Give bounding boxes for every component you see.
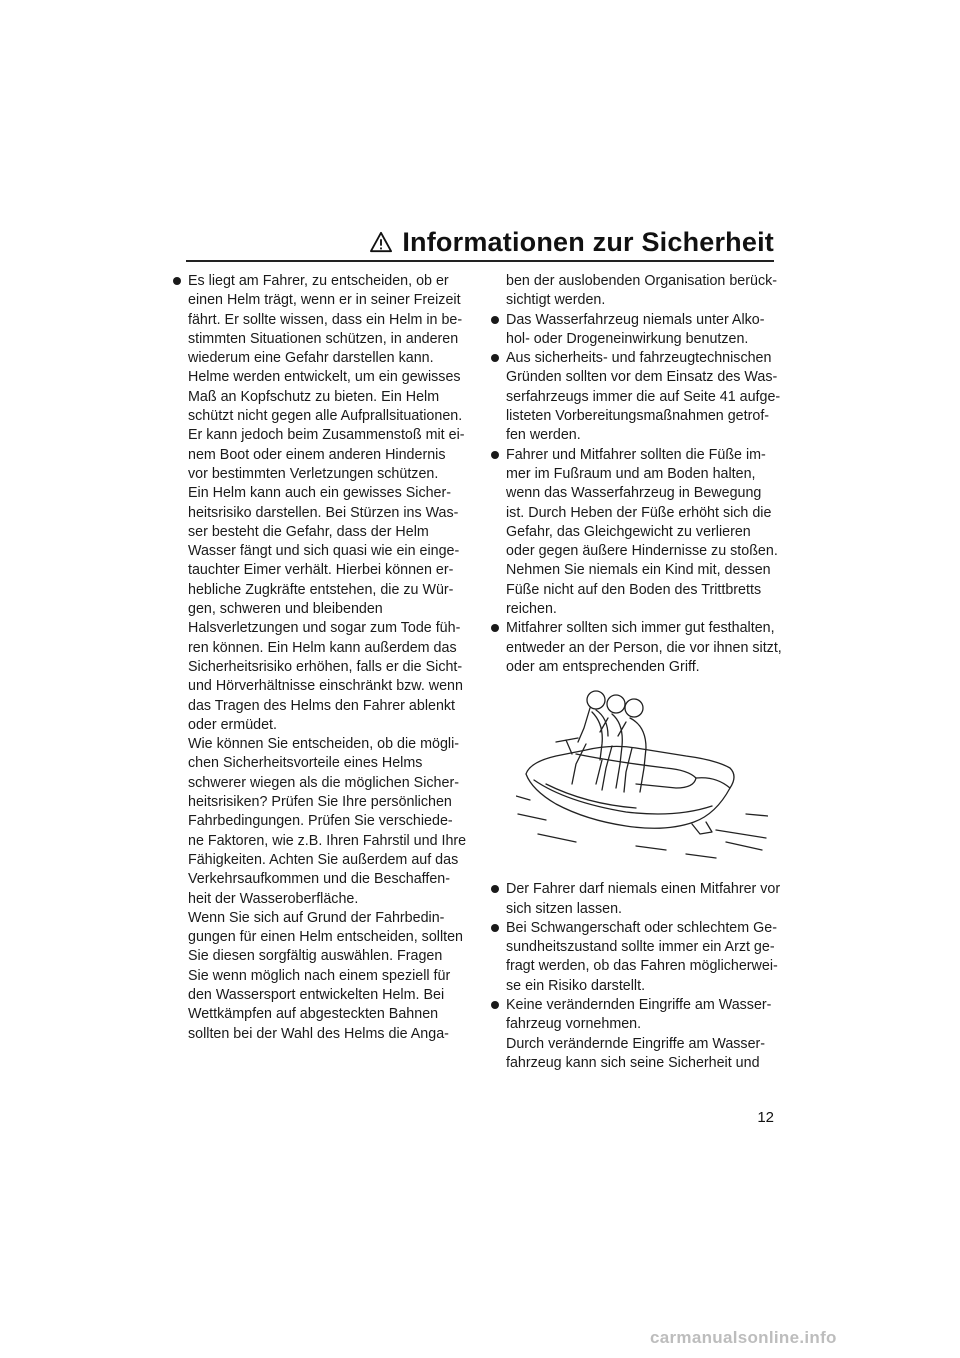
text-line: hebliche Zugkräfte entstehen, die zu Wür-: [188, 581, 454, 598]
text-line: Nehmen Sie niemals ein Kind mit, dessen: [506, 562, 771, 579]
text-line: fahrzeug kann sich seine Sicherheit und: [506, 1054, 760, 1071]
text-line: fen werden.: [506, 427, 581, 444]
text-line: gen, schweren und bleibenden: [188, 601, 383, 618]
bullet-helmet: [172, 272, 478, 1044]
text-line: ist. Durch Heben der Füße erhöht sich die: [506, 504, 772, 521]
continuation-text: [490, 272, 780, 311]
text-line: Fähigkeiten. Achten Sie außerdem auf das: [188, 851, 459, 868]
text-line: oder ermüdet.: [188, 716, 278, 733]
text-line: ren können. Ein Helm kann außerdem das: [188, 639, 457, 656]
text-line: Durch verändernde Eingriffe am Wasser-: [506, 1035, 766, 1052]
text-line: Wasser fängt und sich quasi wie ein einge-: [188, 543, 460, 560]
bullet-alcohol: [490, 311, 780, 350]
text-line: heitsrisiko darstellen. Bei Stürzen ins Was-: [188, 504, 459, 521]
bullet-text: [506, 446, 780, 620]
bullet-dot: [491, 924, 499, 932]
text-line: nem Boot oder einem anderen Hindernis: [188, 446, 446, 463]
text-line: Keine verändernden Eingriffe am Wasser-: [506, 997, 772, 1014]
text-line: ben der auslobenden Organisation berück-: [506, 273, 778, 289]
text-line: Das Wasserfahrzeug niemals unter Alko-: [506, 311, 765, 328]
text-line: Sicherheitsrisiko erhöhen, falls er die Sicht-: [188, 658, 463, 675]
text-line: Aus sicherheits- und fahrzeugtechnischen: [506, 350, 772, 367]
text-line: Wie können Sie entscheiden, ob die mögli-: [188, 736, 460, 753]
text-line: Fahrbedingungen. Prüfen Sie verschiede-: [188, 813, 453, 830]
text-line: und Hörverhältnisse einschränkt bzw. wenn: [188, 678, 463, 695]
text-line: Ein Helm kann auch ein gewisses Sicher-: [188, 485, 452, 502]
bullet-text: [506, 349, 780, 445]
bullet-dot: [173, 277, 181, 285]
text-line: Wettkämpfen auf abgesteckten Bahnen: [188, 1006, 439, 1023]
text-line: das Tragen des Helms den Fahrer ablenkt: [188, 697, 456, 714]
text-line: oder gegen äußere Hindernisse zu stoßen.: [506, 543, 778, 560]
text-line: Maß an Kopfschutz zu bieten. Ein Helm: [188, 388, 440, 405]
page-title: Informationen zur Sicherheit: [402, 226, 774, 257]
text-line: vor bestimmten Verletzungen schützen.: [188, 465, 439, 482]
text-line: den Wassersport entwickelten Helm. Bei: [188, 986, 445, 1003]
text-line: schützt nicht gegen alle Aufprallsituationen.: [188, 408, 463, 425]
bullet-text: [506, 996, 780, 1073]
text-line: heitsrisiken? Prüfen Sie Ihre persönlichen: [188, 794, 452, 811]
text-line: mer im Fußraum und am Boden halten,: [506, 465, 756, 482]
text-line: Helme werden entwickelt, um ein gewisses: [188, 369, 461, 386]
text-line: gungen für einen Helm entscheiden, sollten: [188, 929, 463, 946]
text-line: wiederum eine Gefahr darstellen kann.: [188, 350, 434, 367]
text-line: Fahrer und Mitfahrer sollten die Füße im-: [506, 446, 766, 463]
text-line: Sie wenn möglich nach einem speziell für: [188, 967, 451, 984]
text-line: chen Sicherheitsvorteile eines Helms: [188, 755, 423, 772]
text-line: wenn das Wasserfahrzeug in Bewegung: [506, 485, 762, 502]
bullet-text: [506, 919, 780, 996]
text-line: entweder an der Person, die vor ihnen sitzt,: [506, 639, 782, 656]
text-line: einen Helm trägt, wenn er in seiner Freizeit: [188, 292, 461, 309]
footer-watermark: carmanualsonline.info: [650, 1328, 837, 1347]
text-line: hol- oder Drogeneinwirkung benutzen.: [506, 330, 749, 347]
bullet-hold-on: [490, 619, 780, 677]
text-line: oder am entsprechenden Griff.: [506, 658, 700, 675]
text-line: listeten Vorbereitungsmaßnahmen getrof-: [506, 408, 770, 425]
text-line: Wenn Sie sich auf Grund der Fahrbedin-: [188, 909, 445, 926]
text-line: stimmten Situationen schützen, in anderen: [188, 330, 459, 347]
text-line: Verkehrsaufkommen und die Beschaffen-: [188, 871, 450, 888]
bullet-text: [506, 311, 780, 350]
text-line: Gefahr, das Gleichgewicht zu verlieren: [506, 523, 751, 540]
bullet-pregnancy: [490, 919, 780, 996]
text-line: serfahrzeugs immer die auf Seite 41 aufge-: [506, 388, 781, 405]
right-column: [490, 272, 780, 1073]
text-line: Mitfahrer sollten sich immer gut festhalten,: [506, 620, 775, 637]
text-line: sundheitszustand sollte immer ein Arzt ge-: [506, 939, 775, 956]
text-line: ser besteht die Gefahr, dass der Helm: [188, 523, 429, 540]
text-line: Der Fahrer darf niemals einen Mitfahrer vor: [506, 881, 781, 898]
left-column: [172, 272, 478, 1044]
bullet-dot: [491, 1001, 499, 1009]
bullet-preparation: [490, 349, 780, 445]
bullet-text: [506, 880, 780, 919]
bullet-dot: [491, 316, 499, 324]
page-header: [186, 226, 774, 258]
text-line: heit der Wasseroberfläche.: [188, 890, 359, 907]
bullet-modifications: [490, 996, 780, 1073]
text-line: schwerer wiegen als die möglichen Sicher-: [188, 774, 459, 791]
text-line: reichen.: [506, 601, 557, 618]
bullet-dot: [491, 451, 499, 459]
text-line: Sie diesen sorgfältig auswählen. Fragen: [188, 948, 443, 965]
text-line: Er kann jedoch beim Zusammenstoß mit ei-: [188, 427, 465, 444]
text-line: Gründen sollten vor dem Einsatz des Was-: [506, 369, 778, 386]
watercraft-riders-illustration: [516, 684, 768, 864]
text-line: tauchter Eimer verhält. Hierbei können er-: [188, 562, 454, 579]
bullet-dot: [491, 354, 499, 362]
page-number: 12: [757, 1109, 774, 1126]
text-line: ne Faktoren, wie z.B. Ihren Fahrstil und Ihre: [188, 832, 467, 849]
header-rule: [186, 260, 774, 262]
bullet-feet: [490, 446, 780, 620]
text-line: fahrzeug vornehmen.: [506, 1016, 642, 1033]
warning-triangle-icon: [370, 231, 392, 253]
text-line: fragt werden, ob das Fahren möglicherwei-: [506, 958, 778, 975]
text-line: sichtigt werden.: [506, 292, 606, 309]
bullet-passenger-front: [490, 880, 780, 919]
bullet-dot: [491, 624, 499, 632]
text-line: sollten bei der Wahl des Helms die Anga-: [188, 1025, 449, 1042]
text-line: fährt. Er sollte wissen, dass ein Helm in be-: [188, 311, 463, 328]
text-line: Halsverletzungen und sogar zum Tode füh-: [188, 620, 461, 637]
bullet-dot: [491, 885, 499, 893]
text-line: Bei Schwangerschaft oder schlechtem Ge-: [506, 919, 777, 936]
text-line: se ein Risiko darstellt.: [506, 977, 646, 994]
bullet-text: [188, 272, 478, 1044]
text-line: sich sitzen lassen.: [506, 900, 623, 917]
text-line: Es liegt am Fahrer, zu entscheiden, ob er: [188, 273, 449, 289]
bullet-text: [506, 619, 780, 677]
text-line: Füße nicht auf den Boden des Trittbretts: [506, 581, 762, 598]
